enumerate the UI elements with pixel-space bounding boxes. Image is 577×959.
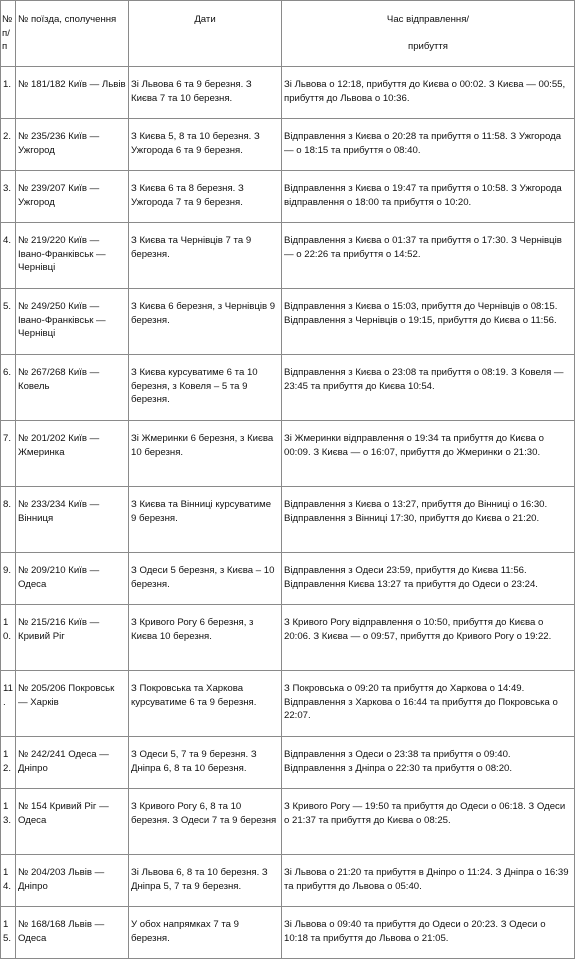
row-time: Зі Жмеринки відправлення о 19:34 та прибуття до Києва о 00:09. З Києва — о 16:07, прибуття до Жмеринки о 21:30.: [282, 421, 575, 487]
table-row: [1, 223, 575, 289]
row-num: 13.: [1, 789, 16, 855]
row-train: № 215/216 Київ — Кривий Ріг: [16, 605, 129, 671]
table-row: [1, 553, 575, 605]
row-num: 8.: [1, 487, 16, 553]
row-dates: З Києва 5, 8 та 10 березня. З Ужгорода 6 та 9 березня.: [129, 119, 282, 171]
row-dates: У обох напрямках 7 та 9 березня.: [129, 907, 282, 959]
header-time-line1: Час відправлення/: [386, 14, 470, 25]
header-row: [1, 1, 575, 67]
row-dates: Зі Жмеринки 6 березня, з Києва 10 березня.: [129, 421, 282, 487]
row-dates: З Одеси 5, 7 та 9 березня. З Дніпра 6, 8 та 10 березня.: [129, 737, 282, 789]
row-train: № 204/203 Львів — Дніпро: [16, 855, 129, 907]
table-row: [1, 605, 575, 671]
row-dates: З Києва та Вінниці курсуватиме 9 березня.: [129, 487, 282, 553]
row-num: 4.: [1, 223, 16, 289]
row-time: Відправлення з Києва о 20:28 та прибуття о 11:58. З Ужгорода — о 18:15 та прибуття о 08:40.: [282, 119, 575, 171]
row-train: № 181/182 Київ — Львів: [16, 67, 129, 119]
header-time: [282, 1, 575, 67]
row-time: Відправлення з Одеси 23:59, прибуття до Києва 11:56. Відправлення Києва 13:27 та прибуття до Одеси о 23:24.: [282, 553, 575, 605]
row-time: Відправлення з Києва о 01:37 та прибуття о 17:30. З Чернівців — о 22:26 та прибуття о 14:52.: [282, 223, 575, 289]
row-train: № 209/210 Київ — Одеса: [16, 553, 129, 605]
header-time-line2: прибуття: [408, 40, 448, 52]
row-train: № 249/250 Київ — Івано-Франківськ — Чернівці: [16, 289, 129, 355]
row-train: № 267/268 Київ — Ковель: [16, 355, 129, 421]
row-num: 14.: [1, 855, 16, 907]
row-time: Відправлення з Києва о 19:47 та прибуття о 10:58. З Ужгорода відправлення о 18:00 та прибуття о 10:20.: [282, 171, 575, 223]
row-num: 11.: [1, 671, 16, 737]
table-row: [1, 855, 575, 907]
row-time: Відправлення з Києва о 13:27, прибуття до Вінниці о 16:30. Відправлення з Вінниці 17:30, прибуття до Києва о 21:20.: [282, 487, 575, 553]
row-train: № 235/236 Київ — Ужгород: [16, 119, 129, 171]
table-row: [1, 355, 575, 421]
row-dates: Зі Львова 6, 8 та 10 березня. З Дніпра 5, 7 та 9 березня.: [129, 855, 282, 907]
row-num: 7.: [1, 421, 16, 487]
row-time: Відправлення з Києва о 15:03, прибуття до Чернівців о 08:15. Відправлення з Чернівців о 19:15, прибуття до Києва о 11:56.: [282, 289, 575, 355]
row-time: Відправлення з Києва о 23:08 та прибуття о 08:19. З Ковеля — 23:45 та прибуття до Києва 10:54.: [282, 355, 575, 421]
row-dates: З Києва 6 та 8 березня. З Ужгорода 7 та 9 березня.: [129, 171, 282, 223]
row-train: № 239/207 Київ — Ужгород: [16, 171, 129, 223]
table-row: [1, 907, 575, 959]
row-num: 10.: [1, 605, 16, 671]
row-train: № 233/234 Київ — Вінниця: [16, 487, 129, 553]
table-row: [1, 119, 575, 171]
header-train: № поїзда, сполучення: [16, 1, 129, 67]
row-num: 12.: [1, 737, 16, 789]
row-dates: З Києва курсуватиме 6 та 10 березня, з Ковеля – 5 та 9 березня.: [129, 355, 282, 421]
row-time: Зі Львова о 21:20 та прибуття в Дніпро о 11:24. З Дніпра о 16:39 та прибуття до Львова о 05:40.: [282, 855, 575, 907]
row-num: 2.: [1, 119, 16, 171]
row-time: З Кривого Рогу — 19:50 та прибуття до Одеси о 06:18. З Одеси о 21:37 та прибуття до Києва о 08:25.: [282, 789, 575, 855]
row-train: № 242/241 Одеса — Дніпро: [16, 737, 129, 789]
row-train: № 154 Кривий Ріг — Одеса: [16, 789, 129, 855]
row-train: № 201/202 Київ — Жмеринка: [16, 421, 129, 487]
row-num: 9.: [1, 553, 16, 605]
row-dates: З Одеси 5 березня, з Києва – 10 березня.: [129, 553, 282, 605]
row-num: 1.: [1, 67, 16, 119]
row-train: № 219/220 Київ — Івано-Франківськ — Чернівці: [16, 223, 129, 289]
row-time: Відправлення з Одеси о 23:38 та прибуття о 09:40. Відправлення з Дніпра о 22:30 та прибуття о 08:20.: [282, 737, 575, 789]
row-dates: З Києва та Чернівців 7 та 9 березня.: [129, 223, 282, 289]
row-time: Зі Львова о 09:40 та прибуття до Одеси о 20:23. З Одеси о 10:18 та прибуття до Львова о 21:05.: [282, 907, 575, 959]
header-dates: Дати: [129, 1, 282, 67]
header-num: № п/п: [1, 1, 16, 67]
table-row: [1, 421, 575, 487]
table-row: [1, 671, 575, 737]
row-time: Зі Львова о 12:18, прибуття до Києва о 00:02. З Києва — 00:55, прибуття до Львова о 10:36.: [282, 67, 575, 119]
table-row: [1, 487, 575, 553]
table-row: [1, 67, 575, 119]
row-dates: З Покровська та Харкова курсуватиме 6 та 9 березня.: [129, 671, 282, 737]
table-row: [1, 289, 575, 355]
row-dates: З Кривого Рогу 6, 8 та 10 березня. З Одеси 7 та 9 березня: [129, 789, 282, 855]
row-time: З Кривого Рогу відправлення о 10:50, прибуття до Києва о 20:06. З Києва — о 09:57, прибуття до Кривого Рогу о 19:22.: [282, 605, 575, 671]
row-num: 6.: [1, 355, 16, 421]
row-num: 3.: [1, 171, 16, 223]
row-dates: Зі Львова 6 та 9 березня. З Києва 7 та 10 березня.: [129, 67, 282, 119]
row-dates: З Кривого Рогу 6 березня, з Києва 10 березня.: [129, 605, 282, 671]
row-num: 15.: [1, 907, 16, 959]
row-num: 5.: [1, 289, 16, 355]
table-row: [1, 789, 575, 855]
table-row: [1, 737, 575, 789]
row-time: З Покровська о 09:20 та прибуття до Харкова о 14:49. Відправлення з Харкова о 16:44 та прибуття до Покровська о 22:07.: [282, 671, 575, 737]
row-train: № 168/168 Львів — Одеса: [16, 907, 129, 959]
row-dates: З Києва 6 березня, з Чернівців 9 березня.: [129, 289, 282, 355]
table-row: [1, 171, 575, 223]
row-train: № 205/206 Покровськ — Харків: [16, 671, 129, 737]
